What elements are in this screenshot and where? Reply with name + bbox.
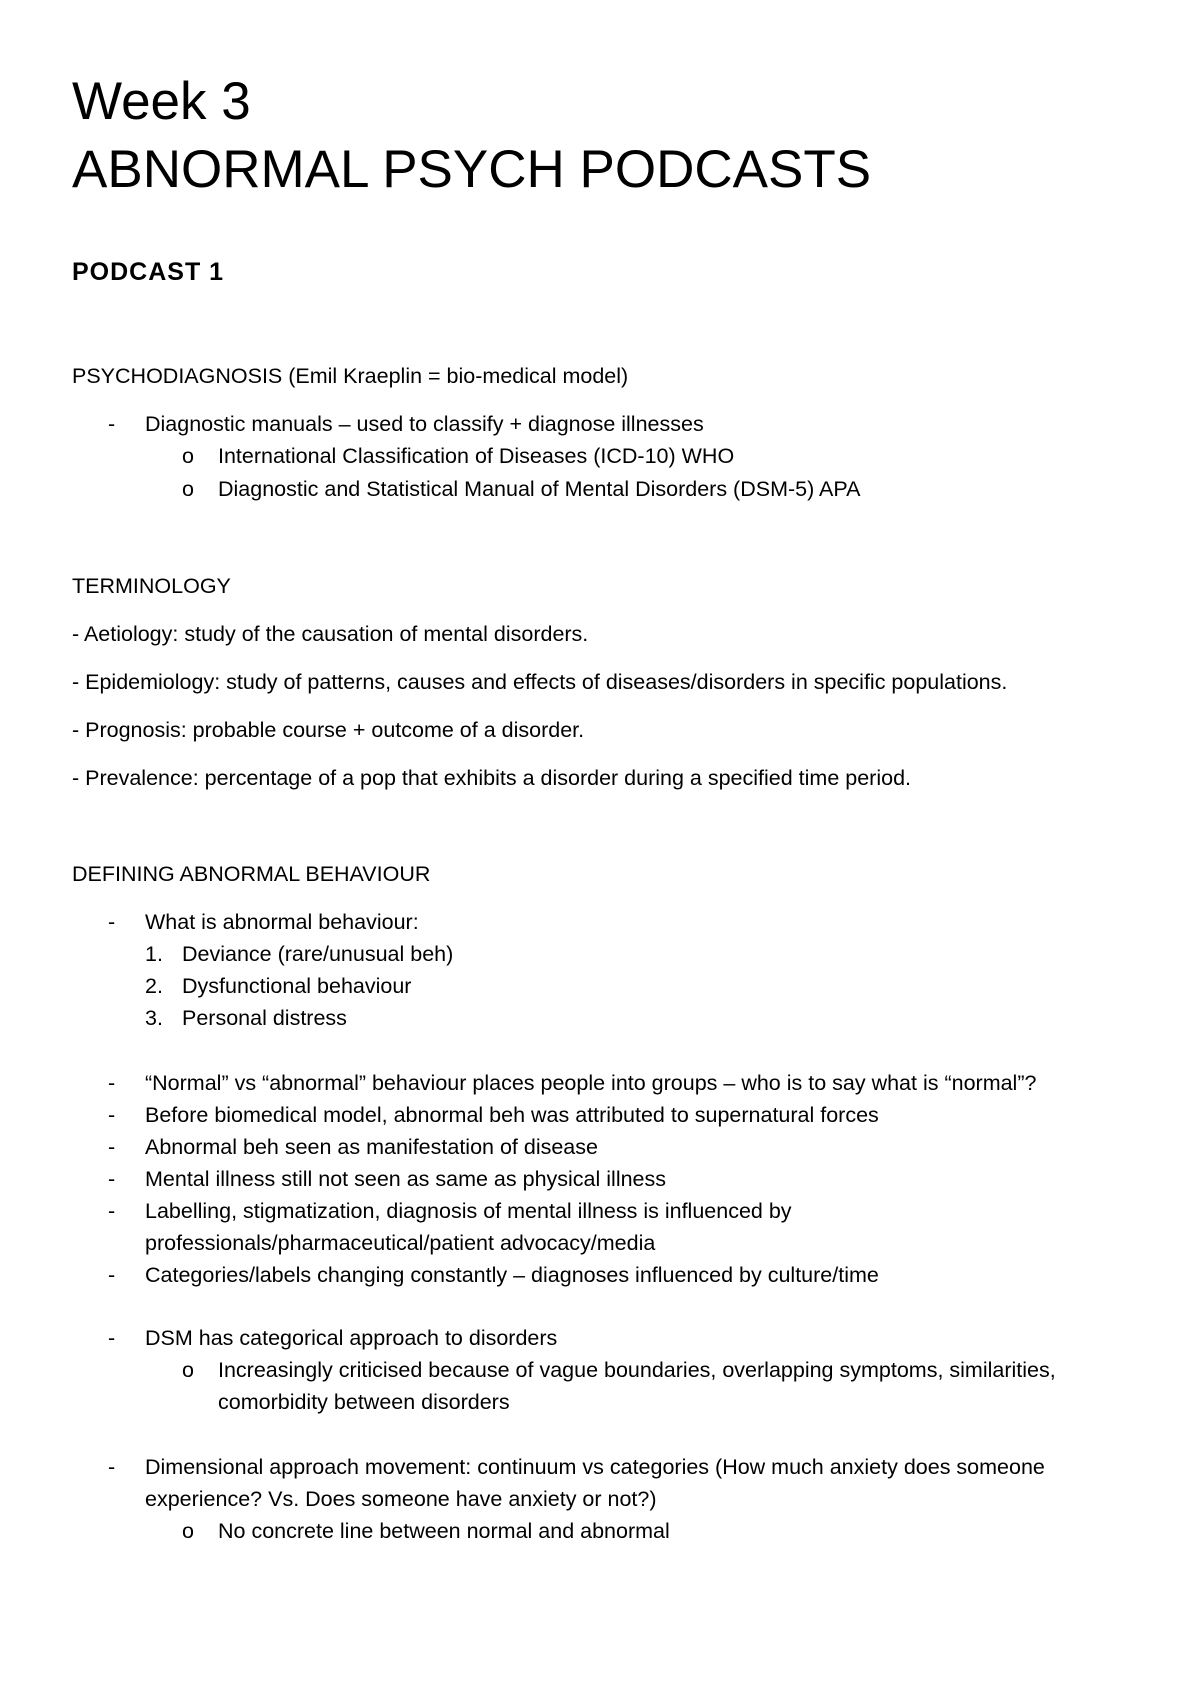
list-number: 1. [145, 942, 163, 966]
sub-list-item: No concrete line between normal and abnormal [218, 1519, 670, 1543]
list-number: 2. [145, 974, 163, 998]
list-item-continued: professionals/pharmaceutical/patient advocacy/media [145, 1231, 656, 1255]
bullet-dash: - [108, 1326, 116, 1350]
numbered-item: Personal distress [182, 1006, 347, 1030]
bullet-dash: - [108, 910, 116, 934]
bullet-dash: - [108, 1199, 116, 1223]
list-item: What is abnormal behaviour: [145, 910, 419, 934]
list-item: Abnormal beh seen as manifestation of disease [145, 1135, 598, 1159]
list-item: Diagnostic manuals – used to classify + diagnose illnesses [145, 412, 704, 436]
sub-list-item: Diagnostic and Statistical Manual of Mental Disorders (DSM-5) APA [218, 477, 861, 501]
psychodiagnosis-heading: PSYCHODIAGNOSIS (Emil Kraeplin = bio-medical model) [72, 364, 629, 388]
bullet-dash: - [108, 1455, 116, 1479]
sub-list-item-continued: comorbidity between disorders [218, 1390, 510, 1414]
list-item: DSM has categorical approach to disorders [145, 1326, 558, 1350]
bullet-dash: - [108, 1167, 116, 1191]
bullet-circle-icon: o [182, 477, 194, 501]
sub-list-item: International Classification of Diseases (ICD-10) WHO [218, 444, 735, 468]
bullet-dash: - [108, 1263, 116, 1287]
course-title: ABNORMAL PSYCH PODCASTS [72, 140, 872, 199]
week-title: Week 3 [72, 72, 251, 131]
list-item: Dimensional approach movement: continuum vs categories (How much anxiety does someone [145, 1455, 1045, 1479]
term-item: - Aetiology: study of the causation of mental disorders. [72, 622, 589, 646]
bullet-circle-icon: o [182, 1519, 194, 1543]
list-item: Before biomedical model, abnormal beh was attributed to supernatural forces [145, 1103, 879, 1127]
bullet-circle-icon: o [182, 444, 194, 468]
numbered-item: Deviance (rare/unusual beh) [182, 942, 454, 966]
bullet-circle-icon: o [182, 1358, 194, 1382]
term-item: - Prevalence: percentage of a pop that exhibits a disorder during a specified time period. [72, 766, 911, 790]
list-item-continued: experience? Vs. Does someone have anxiety or not?) [145, 1487, 657, 1511]
list-item: Labelling, stigmatization, diagnosis of mental illness is influenced by [145, 1199, 792, 1223]
bullet-dash: - [108, 1103, 116, 1127]
list-item: Mental illness still not seen as same as physical illness [145, 1167, 667, 1191]
term-item: - Prognosis: probable course + outcome of a disorder. [72, 718, 585, 742]
bullet-dash: - [108, 412, 116, 436]
term-item: - Epidemiology: study of patterns, causes and effects of diseases/disorders in specific populations. [72, 670, 1008, 694]
podcast-heading: PODCAST 1 [72, 258, 225, 286]
terminology-heading: TERMINOLOGY [72, 574, 231, 598]
list-item: “Normal” vs “abnormal” behaviour places people into groups – who is to say what is “normal”? [145, 1071, 1037, 1095]
numbered-item: Dysfunctional behaviour [182, 974, 412, 998]
bullet-dash: - [108, 1135, 116, 1159]
sub-list-item: Increasingly criticised because of vague boundaries, overlapping symptoms, similarities, [218, 1358, 1056, 1382]
defining-heading: DEFINING ABNORMAL BEHAVIOUR [72, 862, 431, 886]
list-item: Categories/labels changing constantly – diagnoses influenced by culture/time [145, 1263, 879, 1287]
list-number: 3. [145, 1006, 163, 1030]
bullet-dash: - [108, 1071, 116, 1095]
